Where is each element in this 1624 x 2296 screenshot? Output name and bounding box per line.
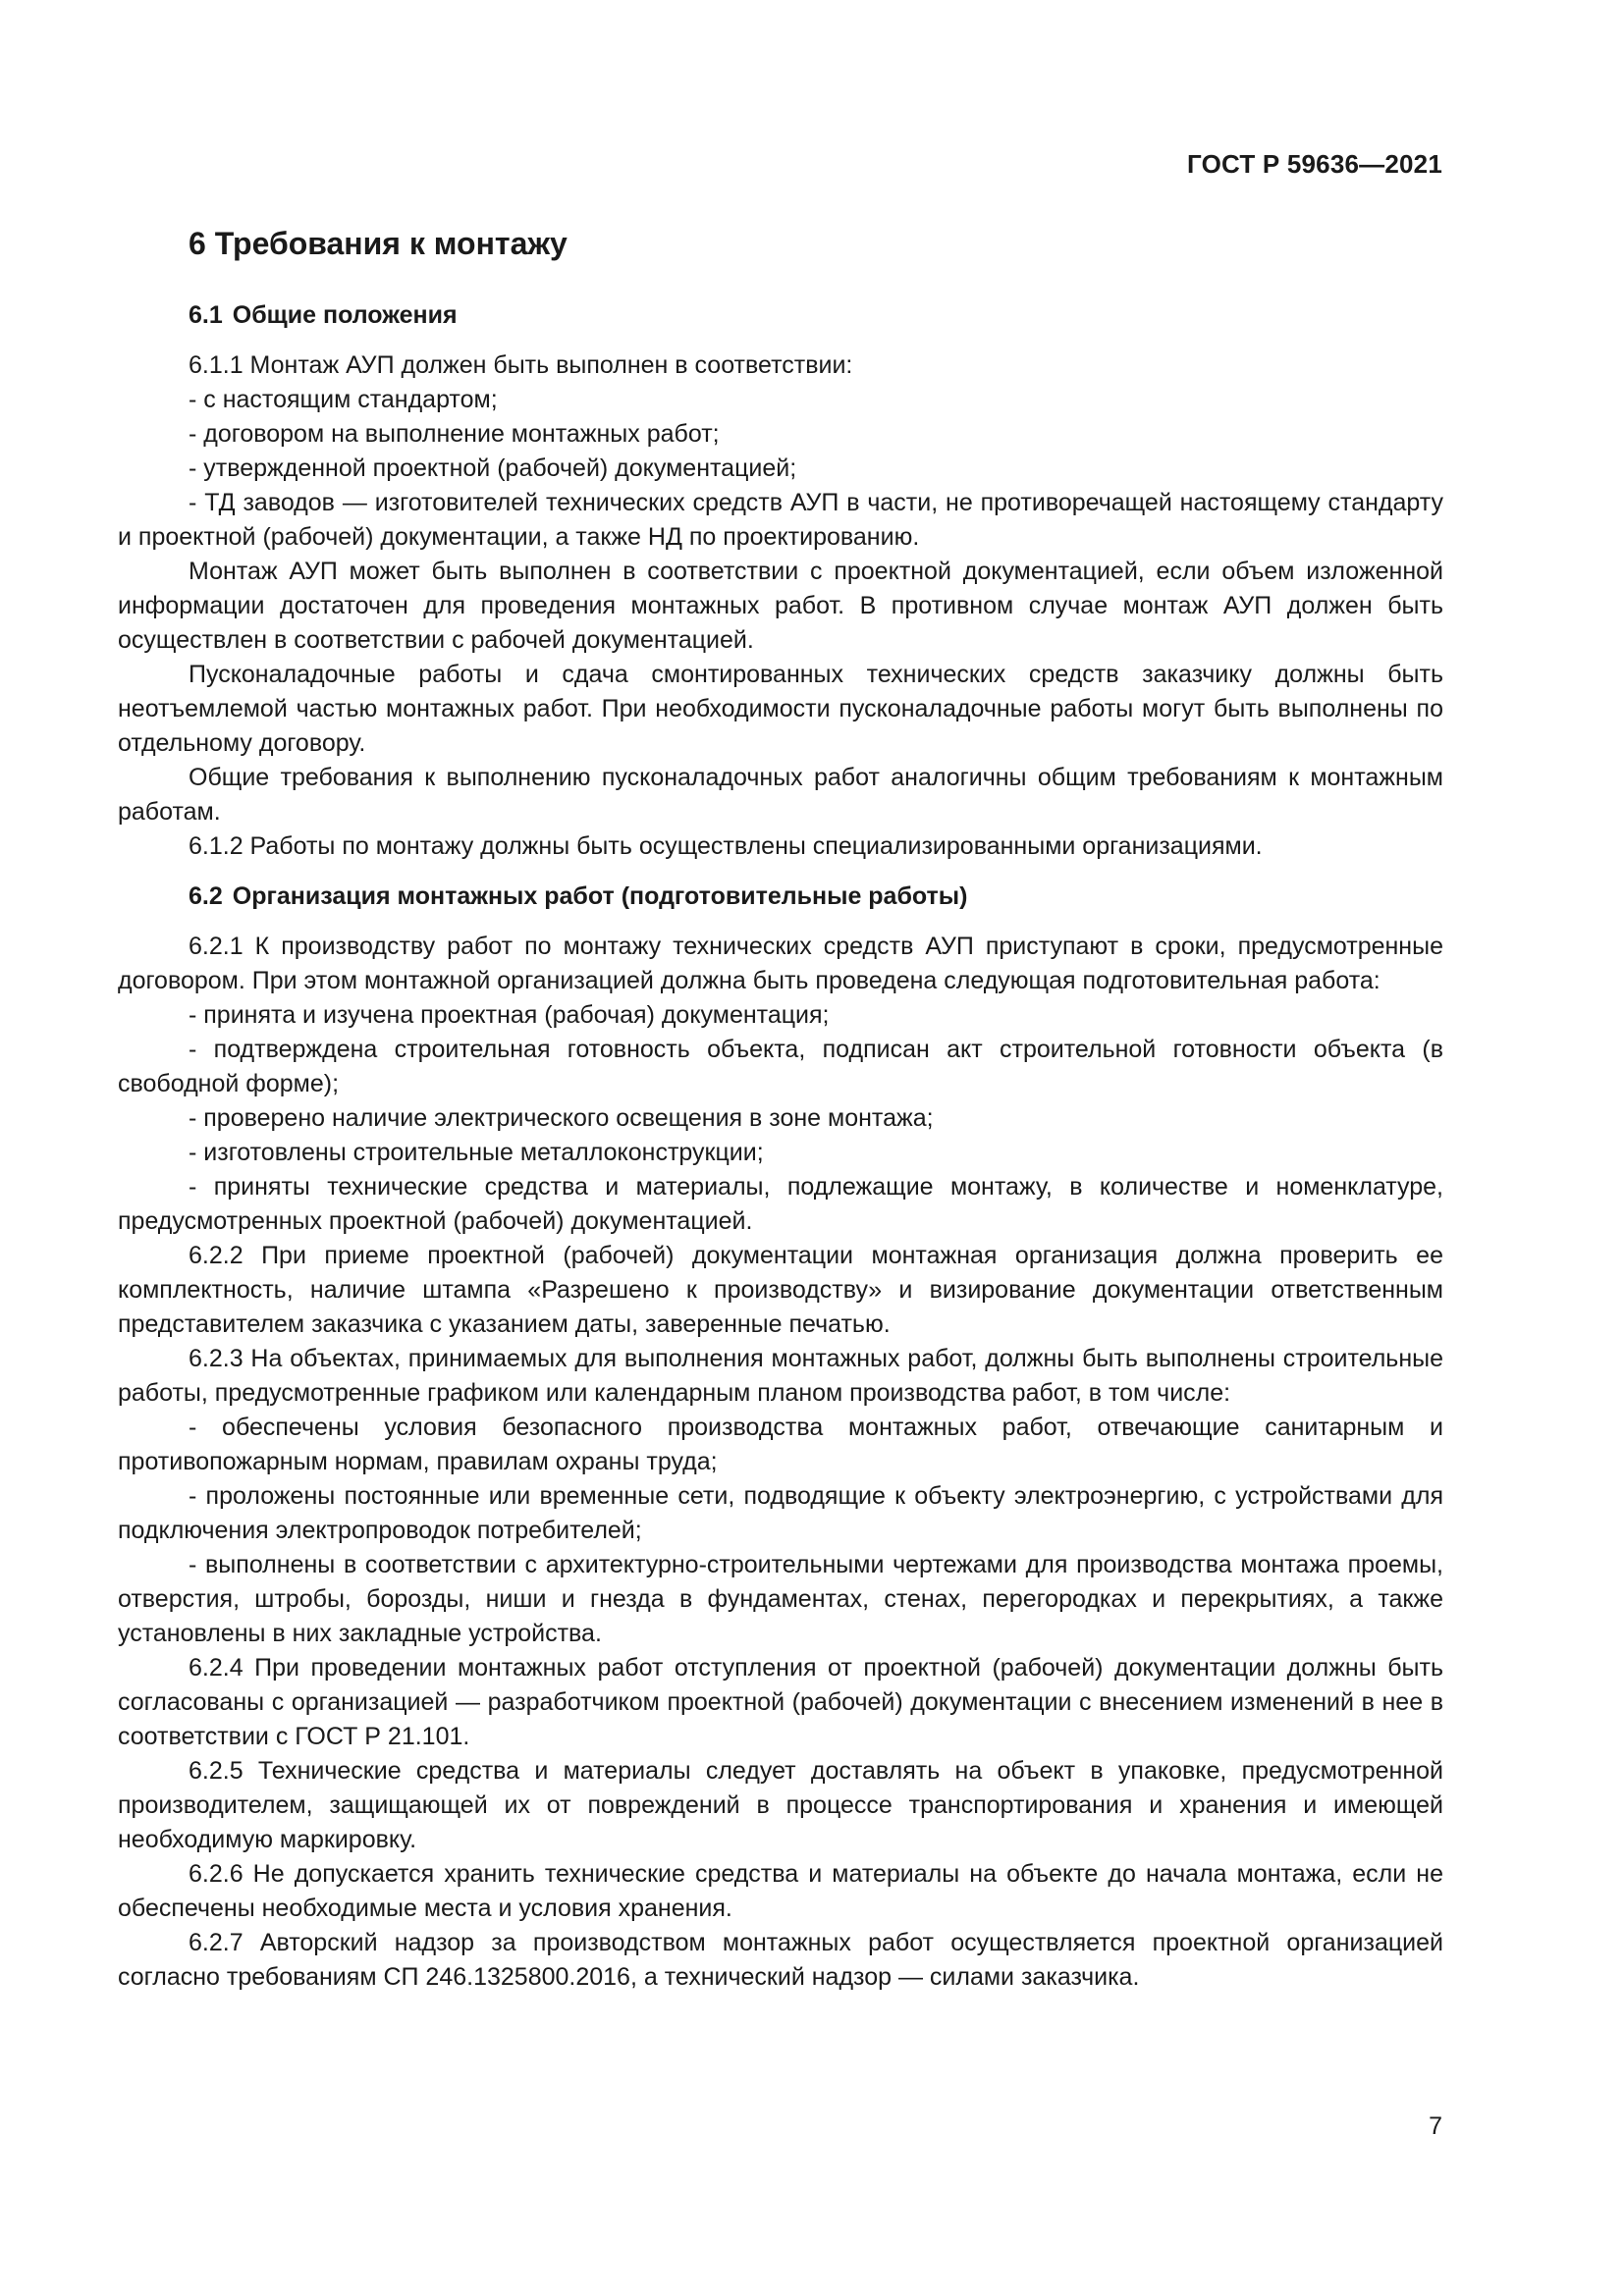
- paragraph-6-1-2: 6.1.2 Работы по монтажу должны быть осуществлены специализированными организациями.: [189, 832, 1263, 860]
- list-item: - изготовлены строительные металлоконструкции;: [189, 1139, 764, 1166]
- list-item: - обеспечены условия безопасного производства монтажных работ, отвечающие санитарным и противопожарным нормам, правилам охраны труда;: [118, 1414, 1443, 1475]
- list-item: - с настоящим стандартом;: [189, 386, 498, 413]
- paragraph-6-2-2: 6.2.2 При приеме проектной (рабочей) документации монтажная организация должна проверить ее комплектность, наличие штампа «Разрешено к производству» и визирование документации ответственным представителем заказчика с указанием даты, заверенные печатью.: [118, 1242, 1443, 1338]
- subsection-title-6-1: [189, 298, 1443, 333]
- paragraph: Общие требования к выполнению пусконаладочных работ аналогичны общим требованиям к монтажным работам.: [118, 764, 1443, 826]
- list-item: - подтверждена строительная готовность объекта, подписан акт строительной готовности объекта (в свободной форме);: [118, 1036, 1443, 1097]
- paragraph-6-2-6: 6.2.6 Не допускается хранить технические средства и материалы на объекте до начала монтажа, если не обеспечены необходимые места и условия хранения.: [118, 1860, 1443, 1922]
- page-number: 7: [1429, 2112, 1442, 2140]
- subsection-number: 6.1: [189, 301, 223, 329]
- list-item: - утвержденной проектной (рабочей) документацией;: [189, 454, 797, 482]
- document-code-header: ГОСТ Р 59636—2021: [1187, 149, 1442, 179]
- list-item: - принята и изучена проектная (рабочая) документация;: [189, 1001, 830, 1029]
- section-title: 6 Требования к монтажу: [189, 226, 568, 261]
- paragraph-6-2-3: 6.2.3 На объектах, принимаемых для выполнения монтажных работ, должны быть выполнены строительные работы, предусмотренные графиком или календарным планом производства работ, в том числе:: [118, 1345, 1443, 1407]
- paragraph-6-2-7: 6.2.7 Авторский надзор за производством монтажных работ осуществляется проектной организацией согласно требованиям СП 246.1325800.2016, а технический надзор — силами заказчика.: [118, 1929, 1443, 1991]
- list-item: - проложены постоянные или временные сети, подводящие к объекту электроэнергию, с устройствами для подключения электропроводок потребителей;: [118, 1482, 1443, 1544]
- paragraph: Пусконаладочные работы и сдача смонтированных технических средств заказчику должны быть неотъемлемой частью монтажных работ. При необходимости пусконаладочные работы могут быть выполнены по отдельному договору.: [118, 661, 1443, 757]
- list-item: - ТД заводов — изготовителей технических средств АУП в части, не противоречащей настоящему стандарту и проектной (рабочей) документации, а также НД по проектированию.: [118, 489, 1443, 551]
- document-body: [118, 214, 1443, 1995]
- paragraph: Монтаж АУП может быть выполнен в соответствии с проектной документацией, если объем изложенной информации достаточен для проведения монтажных работ. В противном случае монтаж АУП должен быть осуществлен в соответствии с рабочей документацией.: [118, 558, 1443, 654]
- subsection-heading: Общие положения: [232, 301, 458, 329]
- subsection-number: 6.2: [189, 882, 223, 910]
- list-item: - выполнены в соответствии с архитектурно-строительными чертежами для производства монтажа проемы, отверстия, штробы, борозды, ниши и гнезда в фундаментах, стенах, перегородках и перекрытиях, а также установлены в них закладные устройства.: [118, 1551, 1443, 1647]
- subsection-title-6-2: [189, 880, 1443, 914]
- list-item: - проверено наличие электрического освещения в зоне монтажа;: [189, 1104, 934, 1132]
- paragraph-6-2-5: 6.2.5 Технические средства и материалы следует доставлять на объект в упаковке, предусмотренной производителем, защищающей их от повреждений в процессе транспортирования и хранения и имеющей необходимую маркировку.: [118, 1757, 1443, 1853]
- list-item: - приняты технические средства и материалы, подлежащие монтажу, в количестве и номенклатуре, предусмотренных проектной (рабочей) документацией.: [118, 1173, 1443, 1235]
- paragraph-6-2-4: 6.2.4 При проведении монтажных работ отступления от проектной (рабочей) документации должны быть согласованы с организацией — разработчиком проектной (рабочей) документации с внесением изменений в нее в соответствии с ГОСТ Р 21.101.: [118, 1654, 1443, 1750]
- subsection-heading: Организация монтажных работ (подготовительные работы): [232, 882, 968, 910]
- paragraph-6-1-1: 6.1.1 Монтаж АУП должен быть выполнен в соответствии:: [189, 351, 853, 379]
- paragraph-6-2-1: 6.2.1 К производству работ по монтажу технических средств АУП приступают в сроки, предусмотренные договором. При этом монтажной организацией должна быть проведена следующая подготовительная работа:: [118, 933, 1443, 994]
- list-item: - договором на выполнение монтажных работ;: [189, 420, 720, 448]
